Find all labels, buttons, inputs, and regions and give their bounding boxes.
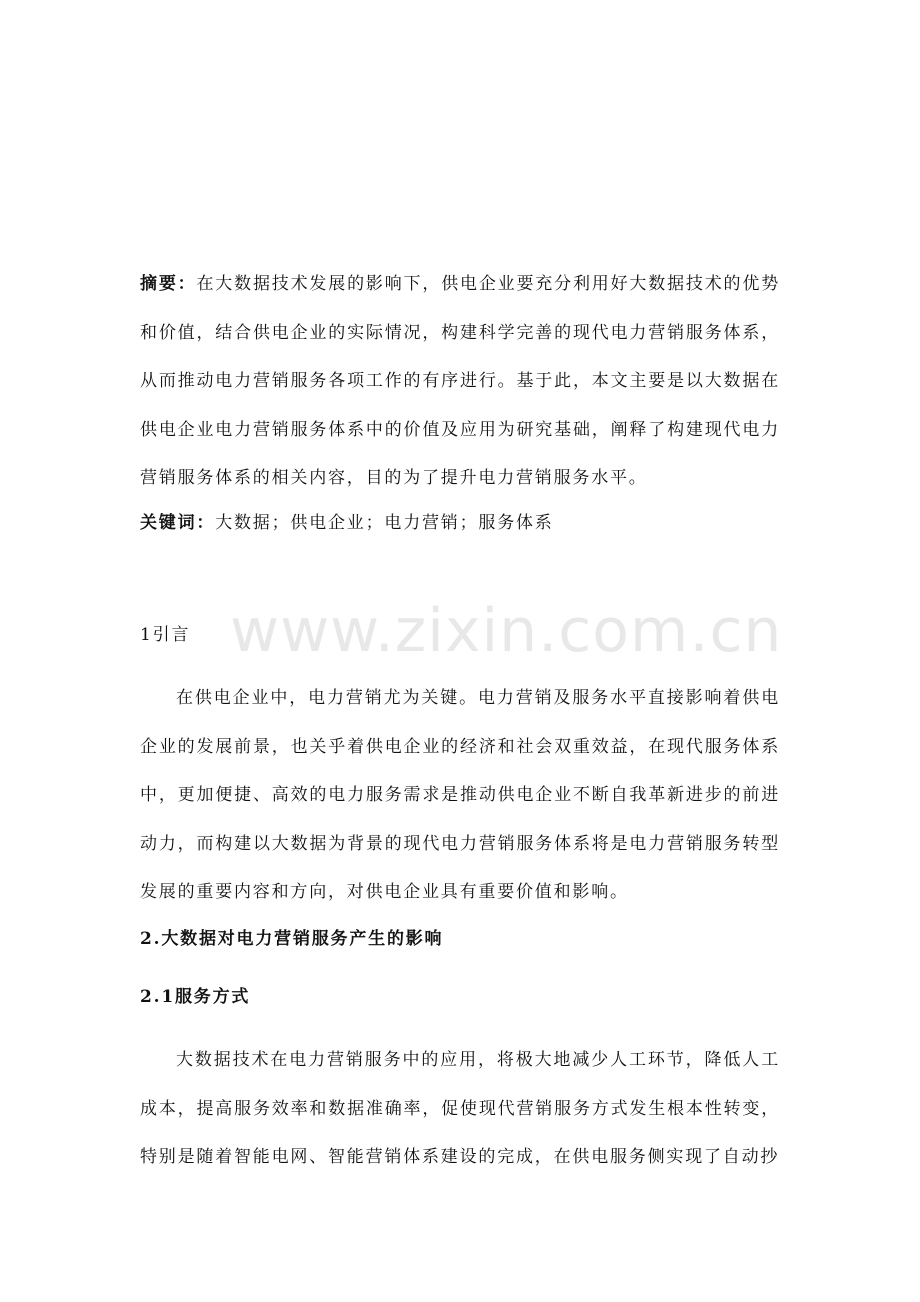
keywords-line	[140, 508, 780, 538]
keywords-label: 关键词：	[140, 513, 216, 533]
keywords-text: 大数据；供电企业；电力营销；服务体系	[215, 513, 554, 533]
section-1-heading: 1引言	[140, 625, 191, 645]
section-2-heading: 2.大数据对电力营销服务产生的影响	[140, 929, 444, 949]
section-1-paragraph: 在供电企业中，电力营销尤为关键。电力营销及服务水平直接影响着供电企业的发展前景，也关乎着供电企业的经济和社会双重效益，在现代服务体系中，更加便捷、高效的电力服务需求是推动供电企业不断自我革新进步的前进动力，而构建以大数据为背景的现代电力营销服务体系将是电力营销服务转型发展的重要内容和方向，对供电企业具有重要价值和影响。	[140, 688, 780, 902]
abstract-text: 在大数据技术发展的影响下，供电企业要充分利用好大数据技术的优势和价值，结合供电企业的实际情况，构建科学完善的现代电力营销服务体系，从而推动电力营销服务各项工作的有序进行。基于此，本文主要是以大数据在供电企业电力营销服务体系中的价值及应用为研究基础，阐释了构建现代电力营销服务体系的相关内容，目的为了提升电力营销服务水平。	[140, 274, 780, 488]
abstract-label: 摘要：	[140, 274, 197, 294]
site-watermark: www.zixin.com.cn	[230, 596, 783, 666]
section-2-1-paragraph: 大数据技术在电力营销服务中的应用，将极大地减少人工环节，降低人工成本，提高服务效率和数据准确率，促使现代营销服务方式发生根本性转变，特别是随着智能电网、智能营销体系建设的完成，在供电服务侧实现了自动抄	[140, 1050, 780, 1167]
abstract-paragraph	[140, 260, 780, 503]
section-2-1-heading: 2.1服务方式	[140, 987, 251, 1007]
